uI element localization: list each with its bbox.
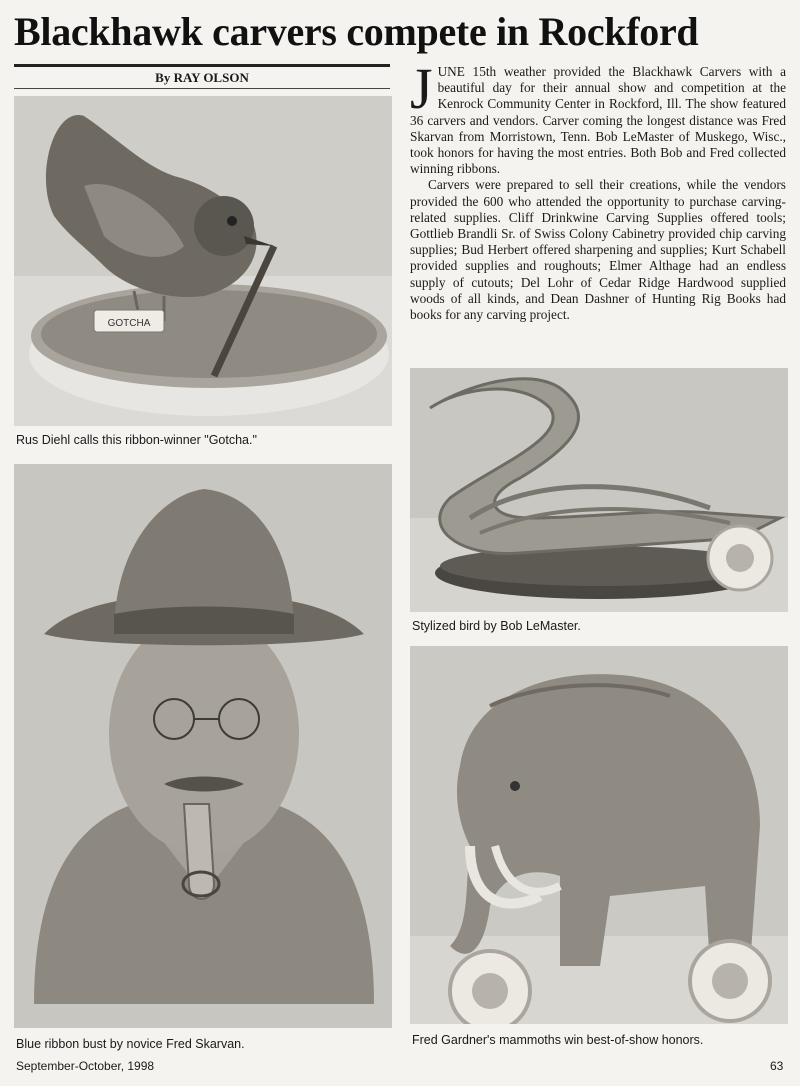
caption-mammoth: Fred Gardner's mammoths win best-of-show honors. [412,1033,704,1047]
gotcha-sign-label: GOTCHA [107,318,151,329]
photo-bird-carving [14,96,392,426]
caption-stylized-bird: Stylized bird by Bob LeMaster. [412,619,581,633]
drop-cap: J [410,64,433,121]
photo-stylized-bird [410,368,788,612]
caption-bust: Blue ribbon bust by novice Fred Skarvan. [16,1037,245,1051]
issue-date: September-October, 1998 [16,1059,155,1073]
article-byline: By RAY OLSON [155,70,249,85]
paragraph-1-text: UNE 15th weather provided the Blackhawk Carvers with a beautiful day for their annual show and competition at the Kenrock Community Center in Rockford, Ill. The show featured 36 carvers and vendors. Carver coming the longest distance was Fred Skarvan from Morristown, Tenn. Bob LeMaster of Muskego, Wisc., took honors for having the most entries. Both Bob and Fred collected winning ribbons. [410,64,786,177]
byline-rule-top [14,64,390,67]
photo-mammoth-carving [410,646,788,1024]
page-number: 63 [770,1059,784,1073]
caption-bird: Rus Diehl calls this ribbon-winner "Gotcha." [16,433,257,447]
byline-rule-bottom [14,88,390,89]
paragraph-2: Carvers were prepared to sell their creations, while the vendors provided the 600 who attended the opportunity to purchase carving-related supplies. Cliff Drinkwine Carving Supplies offered tools; Gottlieb Brandli Sr. of Swiss Colony Cabinetry provided chip carving supplies; Bud Herbert offered sharpening and supplies; Kurt Schabell provided supplies and roughouts; Elmer Althage had an endless supply of cutouts; Del Lohr of Cedar Ridge Hardwood supplied woods of all kinds, and Dean Dashner of Hunting Rig Books had books for any carving project. [410,177,786,323]
article-headline: Blackhawk carvers compete in Rockford [14,9,699,54]
photo-bust-carving [14,464,392,1028]
article-body [410,64,786,360]
paragraph-1 [410,64,786,177]
